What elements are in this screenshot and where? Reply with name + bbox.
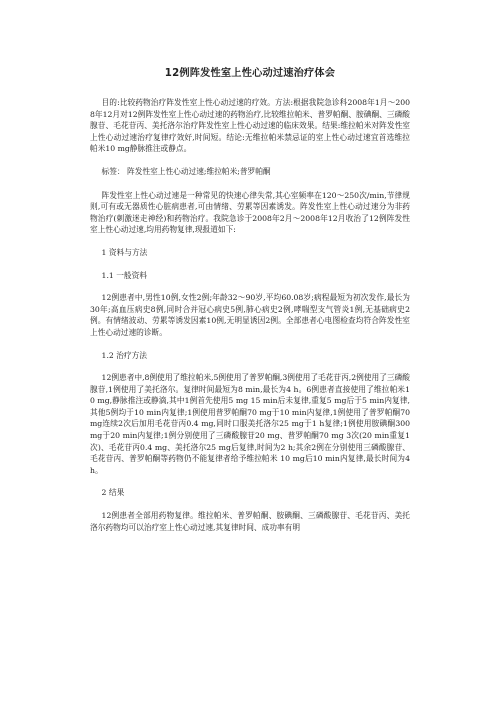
results-paragraph: 12例患者全部用药物复律。维拉帕米、普罗帕酮、胺碘酮、三磷酸腺苷、毛花苷丙、美托洛尔药物均可以治疗室上性心动过速,其复律时间、成功率有明 [90, 511, 410, 532]
subsection-heading-treatment: 1.2 治疗方法 [101, 350, 147, 360]
treatment-paragraph: 12例患者中,8例使用了维拉帕米,5例使用了普罗帕酮,3例使用了毛花苷丙,2例使用了三磷酸腺苷,1例使用了美托洛尔。复律时间最短为8 min,最长为4 h。6例患者直接使用了维拉帕米10 mg,静脉推注或静滴,其中1例首先使用5 mg 15 min后未复律,重复5 mg后于5 min内复律,其他5例均于10 min内复律;1例使用普罗帕酮70 mg于10 min内复律,1例使用了普罗帕酮70 mg连续2次后加用毛花苷丙0.4 mg,同时口服美托洛尔25 mg于1 h复律;1例使用胺碘酮300 mg于20 min内复律;1例分别使用了三磷酸腺苷20 mg、普罗帕酮70 mg 3次(20 min重复1次)、毛花苷丙0.4 mg、美托洛尔25 mg后复律,时间为2 h;其余2例在分别使用三磷酸腺苷、毛花苷丙、普罗帕酮等药物仍不能复律者给予维拉帕米 10 mg后10 min内复律,最长时间为4 h。 [90, 373, 410, 475]
subsection-heading-general-data: 1.1 一般资料 [101, 270, 147, 280]
abstract-paragraph: 目的:比较药物治疗阵发性室上性心动过速的疗效。方法:根据我院急诊科2008年1月～2008年12月对12例阵发性室上性心动过速的药物治疗,比较维拉帕米、普罗帕酮、胺碘酮、三磷酸腺苷、毛花苷丙、美托洛尔治疗阵发性室上性心动过速的临床效果。结果:维拉帕米对阵发性室上性心动过速治疗复律疗效好,时间短。结论:无维拉帕米禁忌证的室上性心动过速宜首选维拉帕米10 mg静脉推注或静点。 [90, 98, 410, 154]
intro-paragraph: 阵发性室上性心动过速是一种常见的快速心律失常,其心室频率在120～250次/min,节律规则,可有或无器质性心脏病患者,可由情绪、劳累等因素诱发。阵发性室上性心动过速分为非药物治疗(刺激迷走神经)和药物治疗。我院急诊于2008年2月～2008年12月收治了12例阵发性室上性心动过速,均用药物复律,现报道如下: [90, 190, 410, 235]
general-data-paragraph: 12例患者中,男性10例,女性2例;年龄32～90岁,平均60.08岁;病程最短为初次发作,最长为30年;高血压病史8例,同时合并冠心病史5例,肺心病史2例,哮喘型支气管炎1例,无基础病史2例。有情绪波动、劳累等诱发因素10例,无明显诱因2例。全部患者心电图检查均符合阵发性室上性心动过速的诊断。 [90, 293, 410, 337]
document-title: 12例阵发性室上性心动过速治疗体会 [164, 68, 336, 79]
section-heading-materials-methods: 1 资料与方法 [101, 247, 148, 257]
section-heading-results: 2 结果 [101, 488, 125, 498]
keywords-line: 标签： 阵发性室上性心动过速;维拉帕米;普罗帕酮 [101, 166, 271, 176]
